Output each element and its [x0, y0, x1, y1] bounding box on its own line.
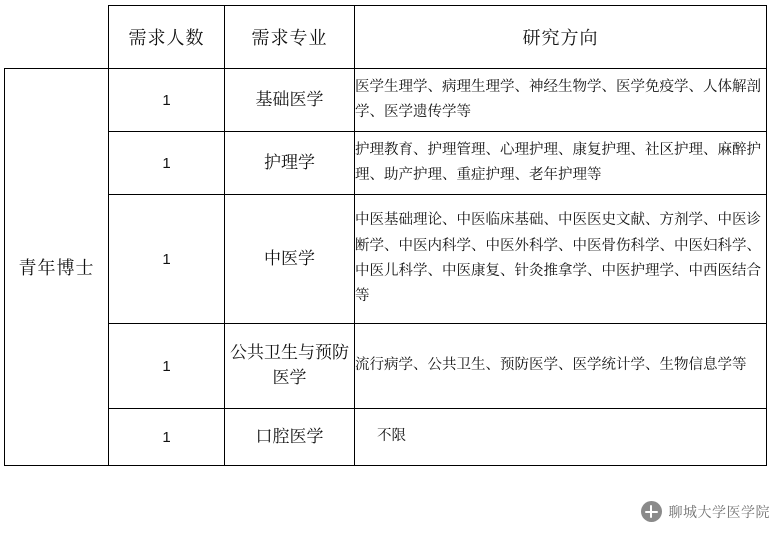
direction-cell: 中医基础理论、中医临床基础、中医医史文献、方剂学、中医诊断学、中医内科学、中医外科学、中医骨伤科学、中医妇科学、中医儿科学、中医康复、针灸推拿学、中医护理学、中西医结合等: [355, 195, 767, 324]
category-cell-young-doctor: 青年博士: [5, 69, 109, 466]
table-row: [5, 69, 767, 132]
major-cell: 基础医学: [225, 69, 355, 132]
direction-cell: 护理教育、护理管理、心理护理、康复护理、社区护理、麻醉护理、助产护理、重症护理、老年护理等: [355, 132, 767, 195]
table-row: [5, 324, 767, 409]
major-cell: 公共卫生与预防医学: [225, 324, 355, 409]
table-header-blank: [5, 6, 109, 69]
major-cell: 中医学: [225, 195, 355, 324]
table-header-direction: 研究方向: [355, 6, 767, 69]
direction-cell: 流行病学、公共卫生、预防医学、医学统计学、生物信息学等: [355, 324, 767, 409]
recruitment-table: [4, 5, 767, 466]
table-header-row: [5, 6, 767, 69]
watermark-label: 聊城大学医学院: [668, 503, 770, 520]
direction-cell: 医学生理学、病理生理学、神经生物学、医学免疫学、人体解剖学、医学遗传学等: [355, 69, 767, 132]
table-header-count: 需求人数: [109, 6, 225, 69]
watermark: [641, 501, 771, 522]
count-cell: 1: [109, 324, 225, 409]
count-cell: 1: [109, 69, 225, 132]
table-row: [5, 132, 767, 195]
table-row: [5, 195, 767, 324]
count-cell: 1: [109, 195, 225, 324]
table-row: [5, 409, 767, 466]
table-header-major: 需求专业: [225, 6, 355, 69]
major-cell: 护理学: [225, 132, 355, 195]
count-cell: 1: [109, 409, 225, 466]
medical-cross-icon: [641, 501, 662, 522]
count-cell: 1: [109, 132, 225, 195]
major-cell: 口腔医学: [225, 409, 355, 466]
direction-cell: 不限: [355, 409, 767, 466]
